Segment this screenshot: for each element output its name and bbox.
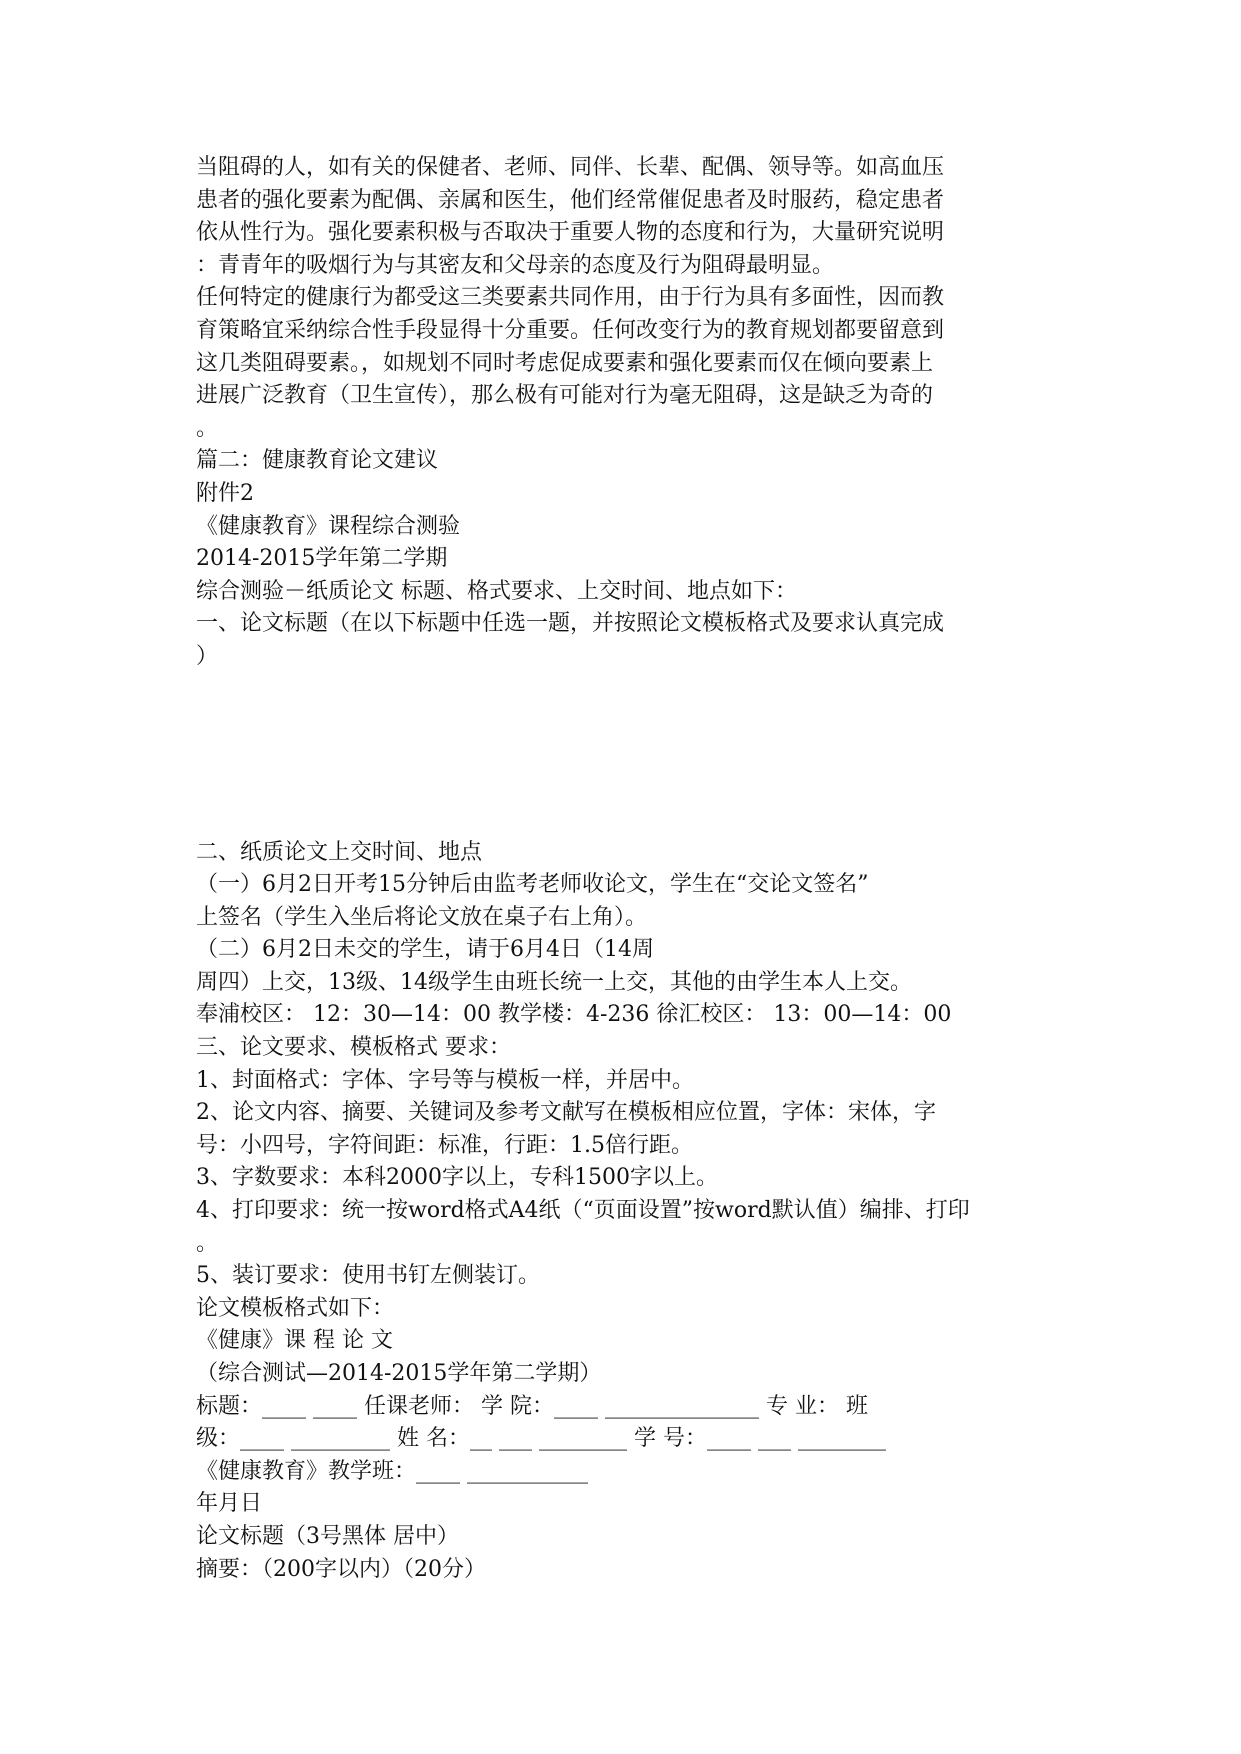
text-line: 周四）上交，13级、14级学生由班长统一上交，其他的由学生本人上交。 [196, 969, 912, 995]
text-line: ：青青年的吸烟行为与其密友和父母亲的态度及行为阻碍最明显。 [196, 252, 835, 278]
text-line: （一）6月2日开考15分钟后由监考老师收论文，学生在“交论文签名” [196, 872, 869, 898]
text-line: 论文模板格式如下： [196, 1295, 395, 1321]
text-line: 上签名（学生入坐后将论文放在桌子右上角）。 [196, 904, 648, 930]
text-line: ） [196, 643, 219, 669]
text-block-2 [196, 837, 1076, 1587]
form-line: 《健康教育》教学班：____ ___________ [196, 1458, 588, 1484]
document-title: 《健康教育》课程综合测验 [196, 513, 461, 539]
section-heading: 三、论文要求、模板格式 要求： [196, 1035, 511, 1061]
text-line: 5、装订要求：使用书钉左侧装订。 [196, 1263, 540, 1289]
section-heading: 篇二：健康教育论文建议 [196, 448, 439, 474]
form-line: 级：____ _________ 姓 名：__ ___ ________ 学 号：____ ___ ________ [196, 1426, 886, 1452]
text-line: 育策略宜采纳综合性手段显得十分重要。任何改变行为的教育规划都要留意到 [196, 317, 945, 343]
text-line: 2014-2015学年第二学期 [196, 546, 448, 572]
text-line: 2、论文内容、摘要、关键词及参考文献写在模板相应位置，字体：宋体，字 [196, 1100, 936, 1126]
text-line: 依从性行为。强化要素积极与否取决于重要人物的态度和行为，大量研究说明 [196, 220, 945, 246]
text-line: 附件2 [196, 480, 254, 506]
section-heading: 二、纸质论文上交时间、地点 [196, 839, 483, 865]
text-line: （综合测试—2014-2015学年第二学期） [196, 1361, 602, 1386]
text-line: 奉浦校区： 12：30—14：00 教学楼：4-236 徐汇校区： 13：00—14：00 [196, 1002, 952, 1028]
text-line: 3、字数要求：本科2000字以上，专科1500字以上。 [196, 1165, 718, 1191]
text-line: 号：小四号，字符间距：标准，行距：1.5倍行距。 [196, 1132, 693, 1158]
text-line: 年月日 [196, 1491, 263, 1517]
text-line: （二）6月2日未交的学生，请于6月4日（14周 [196, 937, 654, 963]
text-block-1 [196, 152, 1076, 674]
text-line: 4、打印要求：统一按word格式A4纸（“页面设置”按word默认值）编排、打印 [196, 1198, 970, 1224]
text-line: 这几类阻碍要素。，如规划不同时考虑促成要素和强化要素而仅在倾向要素上 [196, 350, 934, 376]
text-line: 进展广泛教育（卫生宣传），那么极有可能对行为毫无阻碍，这是缺乏为奇的 [196, 383, 934, 409]
text-line: 。 [196, 1230, 219, 1256]
text-line: 《健康》课 程 论 文 [196, 1328, 393, 1354]
text-line: 1、封面格式：字体、字号等与模板一样，并居中。 [196, 1067, 694, 1093]
text-line: 当阻碍的人，如有关的保健者、老师、同伴、长辈、配偶、领导等。如高血压 [196, 155, 945, 180]
text-line: 一、论文标题（在以下标题中任选一题，并按照论文模板格式及要求认真完成 [196, 611, 945, 637]
text-line: 论文标题（3号黑体 居中） [196, 1523, 459, 1549]
text-line: 综合测验－纸质论文 标题、格式要求、上交时间、地点如下： [196, 578, 797, 604]
text-line: 患者的强化要素为配偶、亲属和医生，他们经常催促患者及时服药，稳定患者 [196, 187, 945, 213]
text-line: 。 [196, 415, 219, 441]
form-line: 标题：____ ____ 任课老师： 学 院：____ ______________ 专 业： 班 [196, 1393, 868, 1419]
text-line: 摘要：（200字以内）（20分） [196, 1556, 486, 1582]
blank-space [196, 674, 1076, 837]
text-line: 任何特定的健康行为都受这三类要素共同作用，由于行为具有多面性，因而教 [196, 285, 945, 311]
document-page [196, 152, 1076, 1586]
